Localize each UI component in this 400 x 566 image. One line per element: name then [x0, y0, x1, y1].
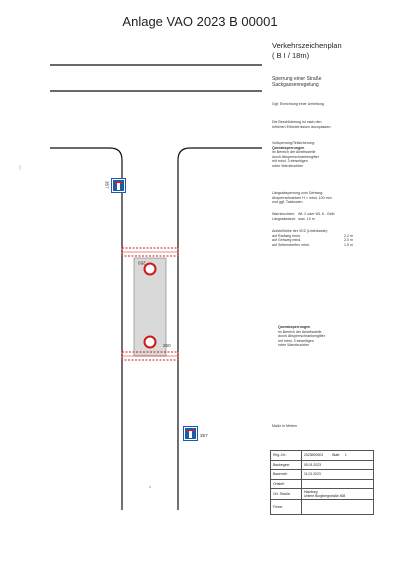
note-querabsperrung [272, 141, 319, 169]
note-quer-title: Querabsperrungen [272, 145, 305, 150]
road-edge-right [178, 148, 262, 510]
note-quer-3: mit mind. 3 einseitigen [272, 159, 308, 164]
no-vehicles-sign-bottom-icon [145, 337, 156, 348]
table-row [271, 500, 374, 515]
no-vehicles-sign-top-icon [145, 264, 156, 275]
note-laengs-2: Absperrschranken H = mind. 100 mm [272, 195, 332, 200]
blatt-value: 1 [344, 453, 347, 458]
hoehe-seiten-value: 1,5 m [344, 242, 353, 247]
note-laengsabsperrung [272, 191, 332, 205]
note-querabsperrung-2 [278, 325, 325, 348]
note-quer2-1: im Bereich der Arbeitsstelle [278, 329, 322, 334]
note-quer2-title: Querabsperrungen [278, 325, 311, 329]
beginn-value: 05.01.2023 [302, 460, 374, 470]
reg-cell [302, 451, 374, 461]
note-beschilderung-2: örtlichen Erfordernissen anzupassen. [272, 124, 332, 129]
note-quer-4: roten Warnleuchten [272, 163, 304, 168]
sign-357-label-bottom: 357 [200, 433, 208, 438]
warn-label: Warnleuchten: [272, 212, 296, 216]
note-beschilderung [272, 120, 331, 129]
hoehe-rad-value: 2,2 m [344, 233, 353, 238]
firma-value [302, 500, 374, 515]
page-title: Anlage VAO 2023 B 00001 [122, 14, 278, 29]
plan-subtitle-1: Sperrung einer Straße [272, 76, 322, 82]
strasse-label: Ort. Straße: [271, 489, 302, 500]
warn-value: WL 2 oder WL 8 - Gelb [298, 212, 335, 216]
hoehe-geh-label: auf Gehweg mind. [272, 238, 302, 243]
note-quer-2: durch Absperrschrankengitter [272, 154, 319, 159]
note-einrichtung: Ggf. Einrichtung einer Umleitung [272, 102, 324, 106]
table-row [271, 489, 374, 500]
sign-250-label-top: 250 [138, 260, 146, 266]
table-row [271, 451, 374, 461]
note-beschilderung-1: Die Beschilderung ist nach den [272, 120, 322, 124]
plan-subtitle [272, 76, 321, 88]
strasse-value-2: Untere Burgbergstraße 468 [304, 494, 346, 498]
note-laengs-1: Längsabsperrung zum Gehweg: [272, 191, 324, 195]
reg-label: Reg.-Nr.: [271, 451, 302, 461]
blatt-label: Blatt: [332, 453, 340, 458]
hoehe-geh-value: 2,0 m [344, 238, 353, 243]
dead-end-sign-top-icon [112, 179, 125, 192]
note-quer2-4: roten Warnleuchten [278, 343, 310, 348]
firma-label: Firma: [271, 500, 302, 515]
plan-scheme: ( B I / 18m) [272, 50, 310, 60]
ortsteil-label: Ortsteil: [271, 479, 302, 489]
plan-title-block [272, 41, 342, 60]
note-warnleuchten [272, 212, 362, 221]
note-quer2-3: mit mind. 3 einseitigen [278, 338, 314, 343]
sign-250-label-bottom: 250 [163, 343, 171, 348]
sign-357-label-top: 357 [104, 180, 110, 189]
abstand-label: Längsabstand: [272, 216, 296, 221]
hoehe-rad-label: auf Radweg hmin. [272, 233, 301, 238]
reg-value: 2023B00001 [304, 453, 324, 458]
ortsteil-value [302, 479, 374, 489]
note-masse: Maße in Metern [272, 424, 298, 428]
note-vollsperrung: Vollsperrung/Teilsicherung: [272, 141, 315, 145]
plan-title: Verkehrszeichenplan [272, 41, 342, 50]
ende-label: Bauende: [271, 470, 302, 480]
hoehe-seiten-label: auf Seitenstreifen mind. [272, 242, 310, 247]
abstand-value: max. 10 m [298, 216, 315, 221]
metadata-table [270, 450, 374, 515]
hoehe-title: Aufstellhöhe der VKZ (Unterkante): [272, 229, 328, 233]
plan-subtitle-2: Sackgassenregelung [272, 82, 319, 88]
dead-end-sign-bottom-icon [184, 427, 197, 440]
table-row [271, 479, 374, 489]
note-laengs-3: und ggf. Tastboden [272, 200, 303, 205]
table-row [271, 470, 374, 480]
road-edge-left [50, 148, 122, 510]
ende-value: 11.01.2023 [302, 470, 374, 480]
strasse-cell [302, 489, 374, 500]
beginn-label: Baubeginn: [271, 460, 302, 470]
note-aufstellhoehe [272, 229, 364, 247]
strasse-value-1: Halzburg [304, 490, 318, 494]
note-quer2-2: durch Absperrschrankengitter [278, 334, 325, 339]
table-row [271, 460, 374, 470]
note-quer-1: im Bereich der Arbeitsstelle [272, 150, 316, 155]
